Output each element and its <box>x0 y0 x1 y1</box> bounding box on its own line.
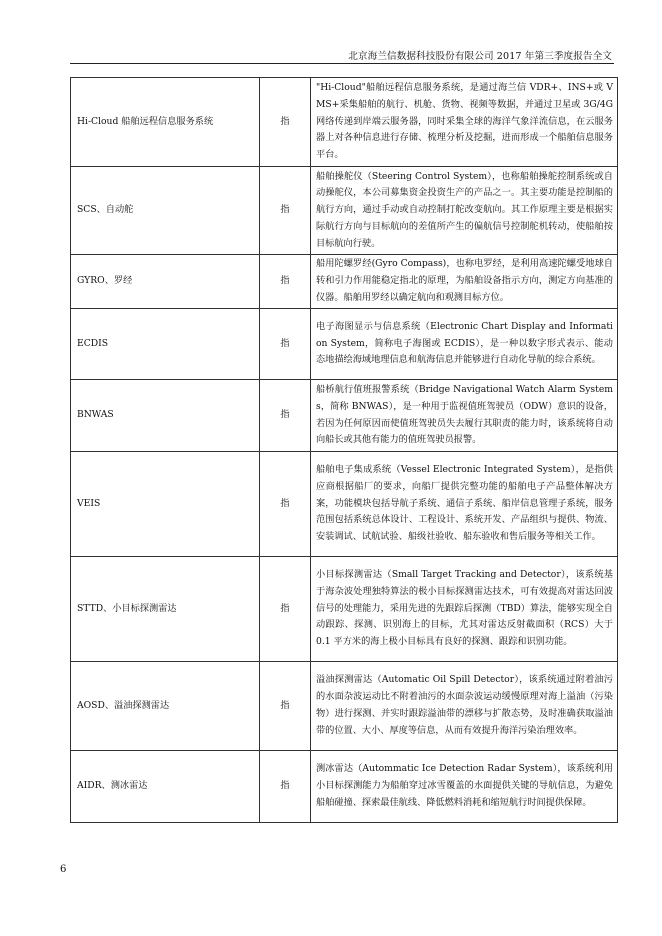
refers-to-cell: 指 <box>260 380 311 452</box>
refers-to-cell: 指 <box>260 78 311 167</box>
term-cell: Hi-Cloud 船舶远程信息服务系统 <box>71 78 260 167</box>
term-cell: STTD、小目标探测雷达 <box>71 557 260 662</box>
table-row <box>71 309 618 380</box>
refers-to-cell: 指 <box>260 452 311 557</box>
refers-to-cell: 指 <box>260 309 311 380</box>
definition-cell: 船用陀螺罗经(Gyro Compass)，也称电罗经，是利用高速陀螺受地球自转和引力作用能稳定指北的原理，为船舶设备指示方向，测定方向基准的仪器。船舶用罗经以确定航向和观测目标方位。 <box>311 255 618 309</box>
refers-to-cell: 指 <box>260 751 311 823</box>
refers-to-cell: 指 <box>260 255 311 309</box>
definitions-table <box>70 77 618 823</box>
header-divider <box>70 63 614 64</box>
term-cell: GYRO、罗经 <box>71 255 260 309</box>
table-row <box>71 255 618 309</box>
term-cell: AIDR、测冰雷达 <box>71 751 260 823</box>
term-cell: SCS、自动舵 <box>71 167 260 255</box>
definition-cell: "Hi-Cloud"船舶远程信息服务系统，是通过海兰信 VDR+、INS+或 VMS+采集船舶的航行、机舱、货物、视频等数据，并通过卫星或 3G/4G 网络传递到岸端云服务器，同时采集全球的海洋气象洋流信息，在云服务器上对各种信息进行存储、梳理分析及挖掘，进而形成一个船舶信息服务平台。 <box>311 78 618 167</box>
table-row <box>71 380 618 452</box>
term-cell: ECDIS <box>71 309 260 380</box>
page-header-title: 北京海兰信数据科技股份有限公司 2017 年第三季度报告全文 <box>348 51 612 62</box>
term-cell: BNWAS <box>71 380 260 452</box>
definition-cell: 小目标探测雷达（Small Target Tracking and Detector），该系统基于海杂波处理独特算法的极小目标探测雷达技术，可有效提高对雷达回波信号的处理能力，采用先进的先跟踪后探测（TBD）算法，能够实现全自动跟踪、探测、识别海上的目标，尤其对雷达反射截面积（RCS）大于 0.1 平方米的海上极小目标具有良好的探测、跟踪和识别功能。 <box>311 557 618 662</box>
refers-to-cell: 指 <box>260 167 311 255</box>
table-row <box>71 78 618 167</box>
table-row <box>71 452 618 557</box>
definition-cell: 溢油探测雷达（Automatic Oil Spill Detector），该系统通过附着油污的水面杂波运动比不附着油污的水面杂波运动缓慢原理对海上溢油（污染物）进行探测、并实时跟踪溢油带的漂移与扩散态势，及时准确获取溢油带的位置、大小、厚度等信息，从而有效提升海洋污染治理效率。 <box>311 662 618 751</box>
page-number: 6 <box>60 864 67 875</box>
definition-cell: 船舶操舵仪（Steering Control System），也称船舶操舵控制系统或自动操舵仪，本公司募集资金投资生产的产品之一。其主要功能是控制船的航行方向，通过手动或自动控制打舵改变航向。其工作原理主要是根据实际航行方向与目标航向的差值所产生的偏航信号控制舵机转动，使船舶按目标航向行驶。 <box>311 167 618 255</box>
table-row <box>71 662 618 751</box>
term-cell: AOSD、溢油探测雷达 <box>71 662 260 751</box>
definition-cell: 船舶电子集成系统（Vessel Electronic Integrated System），是指供应商根据船厂的要求，向船厂提供完整功能的船舶电子产品整体解决方案，功能模块包括导航子系统、通信子系统、船岸信息管理子系统，服务范围包括系统总体设计、工程设计、系统开发、产品组织与提供、物流、安装调试、试航试验、船级社验收、船东验收和售后服务等相关工作。 <box>311 452 618 557</box>
table-row <box>71 167 618 255</box>
definition-cell: 测冰雷达（Autommatic Ice Detection Radar System），该系统利用小目标探测能力为船舶穿过冰雪覆盖的水面提供关键的导航信息，为避免船舶碰撞、探索最佳航线、降低燃料消耗和缩短航行时间提供保障。 <box>311 751 618 823</box>
term-cell: VEIS <box>71 452 260 557</box>
table-row <box>71 751 618 823</box>
table-row <box>71 557 618 662</box>
definition-cell: 电子海图显示与信息系统（Electronic Chart Display and Information System，简称电子海图或 ECDIS），是一种以数字形式表示、能动态地描绘海域地理信息和航海信息并能够进行自动化导航的综合系统。 <box>311 309 618 380</box>
refers-to-cell: 指 <box>260 662 311 751</box>
definition-cell: 船桥航行值班报警系统（Bridge Navigational Watch Alarm Systems，简称 BNWAS），是一种用于监视值班驾驶员（ODW）意识的设备，若因为任何原因而使值班驾驶员失去履行其职责的能力时，该系统将自动向船长或其他有能力的值班驾驶员报警。 <box>311 380 618 452</box>
refers-to-cell: 指 <box>260 557 311 662</box>
